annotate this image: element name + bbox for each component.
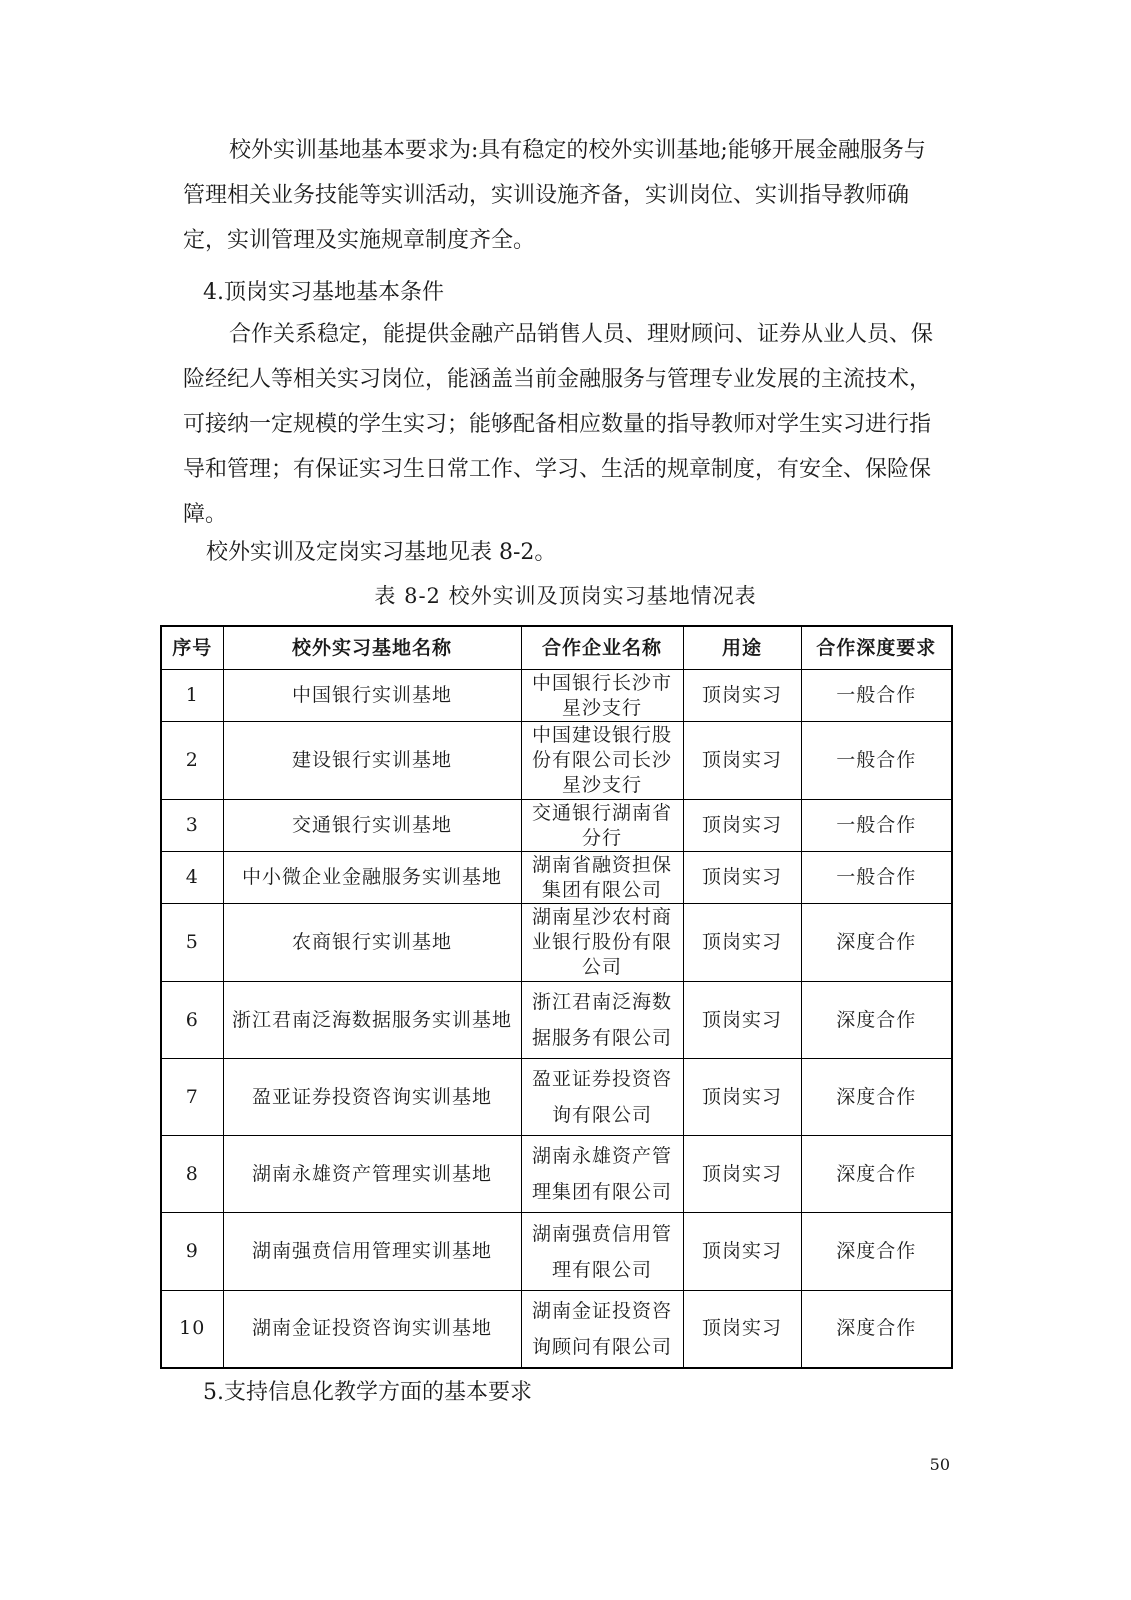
cell-base-name: 中小微企业金融服务实训基地 bbox=[223, 852, 521, 904]
cell-number: 2 bbox=[161, 722, 223, 800]
cell-depth: 深度合作 bbox=[801, 1291, 952, 1368]
cell-number: 4 bbox=[161, 852, 223, 904]
section-heading-internship-base-conditions: 4.顶岗实习基地基本条件 bbox=[203, 280, 444, 305]
table-row bbox=[161, 800, 952, 852]
cell-partner-name: 中国银行长沙市星沙支行 bbox=[521, 670, 683, 722]
paragraph-internship-base-conditions: 合作关系稳定，能提供金融产品销售人员、理财顾问、证券从业人员、保险经纪人等相关实习岗位，能涵盖当前金融服务与管理专业发展的主流技术，可接纳一定规模的学生实习；能够配备相应数量的指导教师对学生实习进行指导和管理；有保证实习生日常工作、学习、生活的规章制度，有安全、保险保障。 bbox=[183, 322, 934, 527]
cell-partner-name: 浙江君南泛海数据服务有限公司 bbox=[521, 982, 683, 1059]
cell-depth: 一般合作 bbox=[801, 800, 952, 852]
table-row bbox=[161, 982, 952, 1059]
table-row bbox=[161, 1059, 952, 1136]
cell-depth: 深度合作 bbox=[801, 1136, 952, 1213]
cell-use: 顶岗实习 bbox=[683, 982, 801, 1059]
cell-base-name: 湖南永雄资产管理实训基地 bbox=[223, 1136, 521, 1213]
table-body bbox=[161, 670, 952, 1368]
cell-base-name: 湖南强贲信用管理实训基地 bbox=[223, 1213, 521, 1291]
cell-partner-name: 湖南强贲信用管理有限公司 bbox=[521, 1213, 683, 1291]
cell-base-name: 交通银行实训基地 bbox=[223, 800, 521, 852]
cell-number: 10 bbox=[161, 1291, 223, 1368]
cell-depth: 一般合作 bbox=[801, 852, 952, 904]
cell-base-name: 农商银行实训基地 bbox=[223, 904, 521, 982]
cell-base-name: 浙江君南泛海数据服务实训基地 bbox=[223, 982, 521, 1059]
cell-depth: 一般合作 bbox=[801, 722, 952, 800]
cell-partner-name: 湖南星沙农村商业银行股份有限公司 bbox=[521, 904, 683, 982]
cell-depth: 深度合作 bbox=[801, 1059, 952, 1136]
cell-depth: 深度合作 bbox=[801, 982, 952, 1059]
paragraph-table-reference: 校外实训及定岗实习基地见表 8-2。 bbox=[206, 540, 557, 565]
cell-use: 顶岗实习 bbox=[683, 800, 801, 852]
section-heading-it-teaching: 5.支持信息化教学方面的基本要求 bbox=[203, 1380, 532, 1405]
table-row bbox=[161, 1291, 952, 1368]
header-partner-name: 合作企业名称 bbox=[521, 626, 683, 670]
cell-partner-name: 湖南省融资担保集团有限公司 bbox=[521, 852, 683, 904]
cell-use: 顶岗实习 bbox=[683, 904, 801, 982]
cell-base-name: 中国银行实训基地 bbox=[223, 670, 521, 722]
table-row bbox=[161, 1136, 952, 1213]
table-row bbox=[161, 722, 952, 800]
cell-depth: 深度合作 bbox=[801, 1213, 952, 1291]
header-base-name: 校外实习基地名称 bbox=[223, 626, 521, 670]
table-row bbox=[161, 852, 952, 904]
header-depth: 合作深度要求 bbox=[801, 626, 952, 670]
cell-depth: 一般合作 bbox=[801, 670, 952, 722]
cell-use: 顶岗实习 bbox=[683, 722, 801, 800]
cell-number: 1 bbox=[161, 670, 223, 722]
cell-base-name: 湖南金证投资咨询实训基地 bbox=[223, 1291, 521, 1368]
cell-partner-name: 湖南金证投资咨询顾问有限公司 bbox=[521, 1291, 683, 1368]
cell-use: 顶岗实习 bbox=[683, 1213, 801, 1291]
cell-use: 顶岗实习 bbox=[683, 1059, 801, 1136]
cell-number: 9 bbox=[161, 1213, 223, 1291]
cell-base-name: 建设银行实训基地 bbox=[223, 722, 521, 800]
cell-number: 8 bbox=[161, 1136, 223, 1213]
cell-partner-name: 盈亚证券投资咨询有限公司 bbox=[521, 1059, 683, 1136]
paragraph-offsite-training-requirements: 校外实训基地基本要求为:具有稳定的校外实训基地;能够开展金融服务与管理相关业务技能等实训活动，实训设施齐备，实训岗位、实训指导教师确定，实训管理及实施规章制度齐全。 bbox=[183, 138, 926, 253]
cell-number: 6 bbox=[161, 982, 223, 1059]
cell-number: 7 bbox=[161, 1059, 223, 1136]
cell-use: 顶岗实习 bbox=[683, 670, 801, 722]
table-row bbox=[161, 670, 952, 722]
cell-partner-name: 交通银行湖南省分行 bbox=[521, 800, 683, 852]
table-header-row bbox=[161, 626, 952, 670]
table-caption: 表 8-2 校外实训及顶岗实习基地情况表 bbox=[374, 584, 757, 608]
header-number: 序号 bbox=[161, 626, 223, 670]
table-row bbox=[161, 904, 952, 982]
cell-depth: 深度合作 bbox=[801, 904, 952, 982]
internship-base-table bbox=[160, 625, 953, 1369]
cell-use: 顶岗实习 bbox=[683, 852, 801, 904]
cell-use: 顶岗实习 bbox=[683, 1136, 801, 1213]
cell-use: 顶岗实习 bbox=[683, 1291, 801, 1368]
page-number: 50 bbox=[929, 1455, 950, 1474]
header-use: 用途 bbox=[683, 626, 801, 670]
cell-partner-name: 中国建设银行股份有限公司长沙星沙支行 bbox=[521, 722, 683, 800]
table-header bbox=[161, 626, 952, 670]
cell-partner-name: 湖南永雄资产管理集团有限公司 bbox=[521, 1136, 683, 1213]
cell-number: 3 bbox=[161, 800, 223, 852]
cell-number: 5 bbox=[161, 904, 223, 982]
cell-base-name: 盈亚证券投资咨询实训基地 bbox=[223, 1059, 521, 1136]
table-row bbox=[161, 1213, 952, 1291]
